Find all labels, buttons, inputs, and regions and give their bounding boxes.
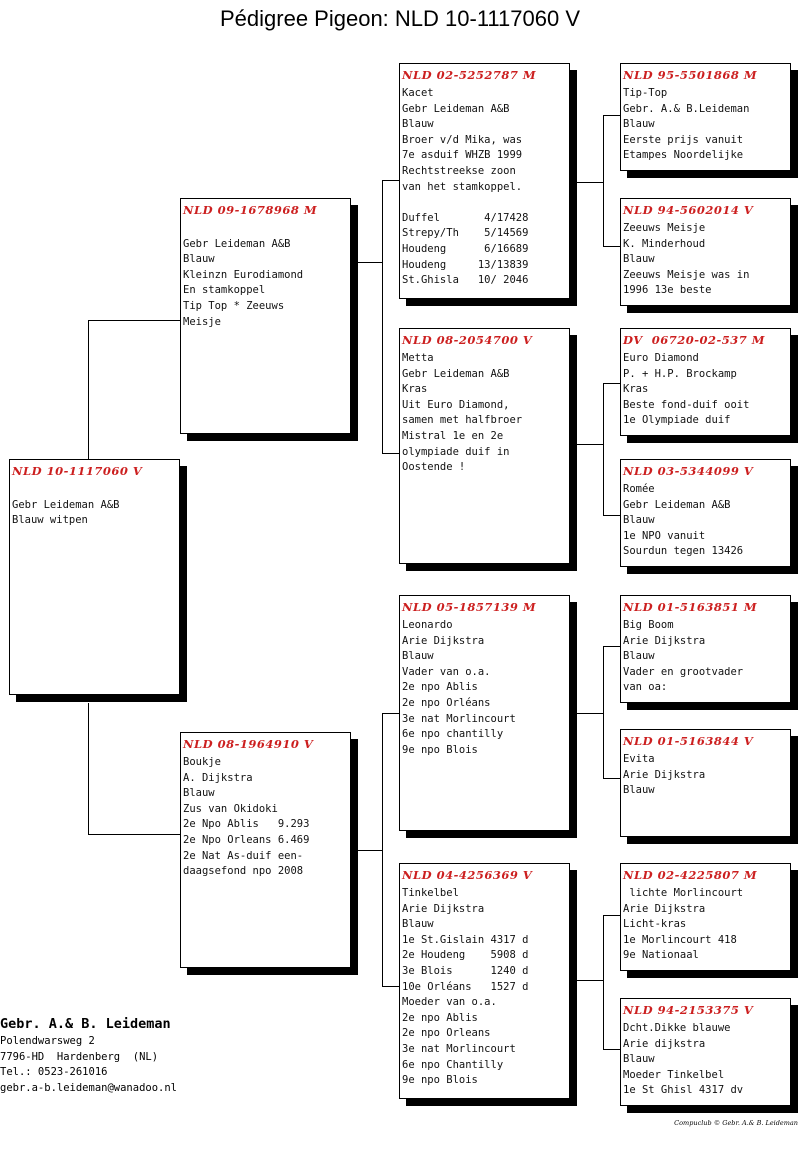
detail-line: Duffel 4/17428 (402, 211, 529, 224)
pigeon-details (623, 618, 743, 696)
detail-line: Mistral 1e en 2e (402, 429, 504, 442)
detail-line: 2e npo Orléans (402, 696, 491, 709)
detail-line: Arie Dijkstra (623, 634, 706, 647)
detail-line: Blauw (402, 650, 434, 663)
pigeon-details (623, 351, 749, 429)
ring-number: NLD 01-5163851 M (623, 600, 758, 614)
detail-line: 2e Npo Ablis 9.293 (183, 818, 310, 831)
pigeon-details (623, 482, 743, 560)
detail-line: Arie Dijkstra (623, 768, 706, 781)
detail-line: Tinkelbel (402, 887, 459, 899)
detail-line: Gebr. A.& B.Leideman (623, 102, 750, 115)
detail-line (402, 195, 528, 211)
detail-line: gebr.a-b.leideman@wanadoo.nl (0, 1081, 178, 1094)
detail-line: Kras (402, 383, 428, 396)
owner-block (0, 1016, 177, 1096)
detail-line: En stamkoppel (183, 284, 266, 297)
pigeon-details (623, 86, 749, 164)
detail-line: 6e npo chantilly (402, 728, 504, 741)
credit-text: Compuclub © Gebr. A.& B. Leideman (674, 1119, 798, 1127)
pigeon-details (402, 618, 516, 758)
detail-line: Gebr Leideman A&B (402, 102, 510, 115)
ring-number: NLD 04-4256369 V (402, 868, 533, 882)
detail-line: Blauw (402, 918, 434, 931)
detail-line: Strepy/Th 5/14569 (402, 227, 529, 240)
detail-line: Zus van Okidoki (183, 802, 278, 815)
detail-line: 2e npo Orleans (402, 1027, 491, 1040)
detail-line: St.Ghisla 10/ 2046 (402, 274, 529, 287)
detail-line: Big Boom (623, 619, 674, 631)
ring-number: NLD 10-1117060 V (12, 464, 143, 478)
pigeon-card-mmm[interactable] (620, 998, 791, 1106)
detail-line: Moeder Tinkelbel (623, 1068, 725, 1081)
pigeon-details (623, 752, 705, 799)
pigeon-card-fmf[interactable] (620, 328, 791, 436)
detail-line: Blauw (623, 650, 655, 663)
detail-line: Leonardo (402, 619, 453, 631)
ring-number: DV 06720-02-537 M (623, 333, 765, 347)
detail-line: Houdeng 6/16689 (402, 242, 529, 255)
detail-line: Broer v/d Mika, was (402, 133, 523, 146)
detail-line: Romée (623, 483, 655, 495)
detail-line: Arie Dijkstra (402, 902, 485, 915)
ring-number: NLD 08-1964910 V (183, 737, 314, 751)
detail-line (12, 482, 119, 498)
detail-line: 7e asduif WHZB 1999 (402, 149, 523, 162)
pigeon-details (402, 886, 528, 1089)
detail-line: Kleinzn Eurodiamond (183, 268, 304, 281)
detail-line: Eerste prijs vanuit (623, 133, 744, 146)
detail-line: Blauw (623, 514, 655, 527)
ring-number: NLD 95-5501868 M (623, 68, 758, 82)
detail-line: lichte Morlincourt (623, 887, 744, 899)
ring-number: NLD 03-5344099 V (623, 464, 754, 478)
pigeon-details (183, 755, 309, 880)
pigeon-details (402, 351, 522, 476)
detail-line: 1996 13e beste (623, 284, 712, 297)
detail-line: 2e Nat As-duif een- (183, 849, 304, 862)
detail-line: 1e Olympiade duif (623, 414, 731, 427)
detail-line: Kras (623, 383, 649, 396)
detail-line: Beste fond-duif ooit (623, 398, 750, 411)
detail-line: 9e npo Blois (402, 743, 478, 756)
owner-name: Gebr. A.& B. Leideman (0, 1016, 171, 1032)
detail-line: Licht-kras (623, 918, 687, 931)
detail-line: 10e Orléans 1527 d (402, 980, 529, 993)
detail-line: 7796-HD Hardenberg (NL) (0, 1050, 159, 1063)
detail-line: P. + H.P. Brockamp (623, 367, 737, 380)
detail-line: Vader van o.a. (402, 665, 491, 678)
detail-line: Evita (623, 753, 655, 765)
detail-line: Kacet (402, 87, 434, 99)
pigeon-details (623, 886, 743, 964)
detail-line: Arie Dijkstra (402, 634, 485, 647)
detail-line: Metta (402, 352, 434, 364)
detail-line: van oa: (623, 681, 668, 694)
pigeon-details (623, 221, 749, 299)
pigeon-card-ffm[interactable] (620, 198, 791, 306)
detail-line: Uit Euro Diamond, (402, 398, 510, 411)
ring-number: NLD 08-2054700 V (402, 333, 533, 347)
detail-line: 2e Npo Orleans 6.469 (183, 833, 310, 846)
ring-number: NLD 09-1678968 M (183, 203, 318, 217)
detail-line: 2e npo Ablis (402, 1011, 478, 1024)
detail-line: Vader en grootvader (623, 665, 744, 678)
detail-line: Gebr Leideman A&B (183, 237, 291, 250)
detail-line: Blauw (623, 118, 655, 131)
detail-line: olympiade duif in (402, 445, 510, 458)
detail-line: Houdeng 13/13839 (402, 258, 529, 271)
pigeon-card-mother[interactable] (180, 732, 351, 968)
detail-line: 9e Nationaal (623, 949, 699, 962)
detail-line: Arie dijkstra (623, 1037, 706, 1050)
ring-number: NLD 94-2153375 V (623, 1003, 754, 1017)
detail-line: Arie Dijkstra (623, 902, 706, 915)
detail-line: 3e nat Morlincourt (402, 712, 516, 725)
pigeon-card-mfm[interactable] (620, 729, 791, 837)
detail-line: 3e nat Morlincourt (402, 1042, 516, 1055)
ring-number: NLD 02-5252787 M (402, 68, 537, 82)
detail-line: Zeeuws Meisje (623, 222, 706, 234)
pigeon-card-father[interactable] (180, 198, 351, 434)
detail-line: 6e npo Chantilly (402, 1058, 504, 1071)
detail-line: Blauw witpen (12, 514, 88, 527)
detail-line: Polendwarsweg 2 (0, 1035, 95, 1047)
pigeon-card-mff[interactable] (620, 595, 791, 703)
detail-line: Blauw (402, 118, 434, 131)
detail-line: Etampes Noordelijke (623, 149, 744, 162)
detail-line: Gebr Leideman A&B (402, 367, 510, 380)
pigeon-details (183, 221, 303, 330)
detail-line: Rechtstreekse zoon (402, 164, 516, 177)
pigeon-card-father-mother[interactable] (399, 328, 570, 564)
detail-line: Gebr Leideman A&B (12, 498, 120, 511)
pigeon-card-father-father[interactable] (399, 63, 570, 299)
detail-line: A. Dijkstra (183, 771, 253, 784)
detail-line: Dcht.Dikke blauwe (623, 1022, 731, 1034)
detail-line: 2e npo Ablis (402, 681, 478, 694)
detail-line (183, 221, 303, 237)
detail-line: Euro Diamond (623, 352, 699, 364)
detail-line: Moeder van o.a. (402, 996, 497, 1009)
pigeon-details (623, 1021, 743, 1099)
pigeon-card-mmf[interactable] (620, 863, 791, 971)
owner-details (0, 1034, 177, 1096)
ring-number: NLD 94-5602014 V (623, 203, 754, 217)
detail-line: daagsefond npo 2008 (183, 865, 304, 878)
detail-line: Zeeuws Meisje was in (623, 268, 750, 281)
ring-number: NLD 05-1857139 M (402, 600, 537, 614)
detail-line: Tel.: 0523-261016 (0, 1066, 108, 1079)
detail-line: 1e NPO vanuit (623, 529, 706, 542)
detail-line: 3e Blois 1240 d (402, 964, 529, 977)
detail-line: Oostende ! (402, 461, 466, 474)
detail-line: samen met halfbroer (402, 414, 523, 427)
pigeon-card-fff[interactable] (620, 63, 791, 171)
detail-line: Boukje (183, 756, 221, 768)
pigeon-card-subject[interactable] (9, 459, 180, 695)
detail-line: Blauw (183, 253, 215, 266)
detail-line: Blauw (183, 787, 215, 800)
ring-number: NLD 02-4225807 M (623, 868, 758, 882)
pigeon-details (12, 482, 119, 529)
detail-line: van het stamkoppel. (402, 180, 523, 193)
detail-line: Tip-Top (623, 87, 668, 99)
pigeon-card-mother-mother[interactable] (399, 863, 570, 1099)
detail-line: 2e Houdeng 5908 d (402, 949, 529, 962)
detail-line: 1e St.Gislain 4317 d (402, 933, 529, 946)
pigeon-card-fmm[interactable] (620, 459, 791, 567)
detail-line: Gebr Leideman A&B (623, 498, 731, 511)
pigeon-card-mother-father[interactable] (399, 595, 570, 831)
detail-line: Blauw (623, 784, 655, 797)
page-title: Pédigree Pigeon: NLD 10-1117060 V (220, 6, 580, 31)
detail-line: 1e Morlincourt 418 (623, 933, 737, 946)
detail-line: Sourdun tegen 13426 (623, 545, 744, 558)
ring-number: NLD 01-5163844 V (623, 734, 754, 748)
detail-line: 1e St Ghisl 4317 dv (623, 1084, 744, 1097)
detail-line: Blauw (623, 253, 655, 266)
detail-line: K. Minderhoud (623, 237, 706, 250)
pigeon-details (402, 86, 528, 289)
detail-line: Meisje (183, 315, 221, 328)
detail-line: Blauw (623, 1053, 655, 1066)
detail-line: 9e npo Blois (402, 1074, 478, 1087)
detail-line: Tip Top * Zeeuws (183, 299, 285, 312)
